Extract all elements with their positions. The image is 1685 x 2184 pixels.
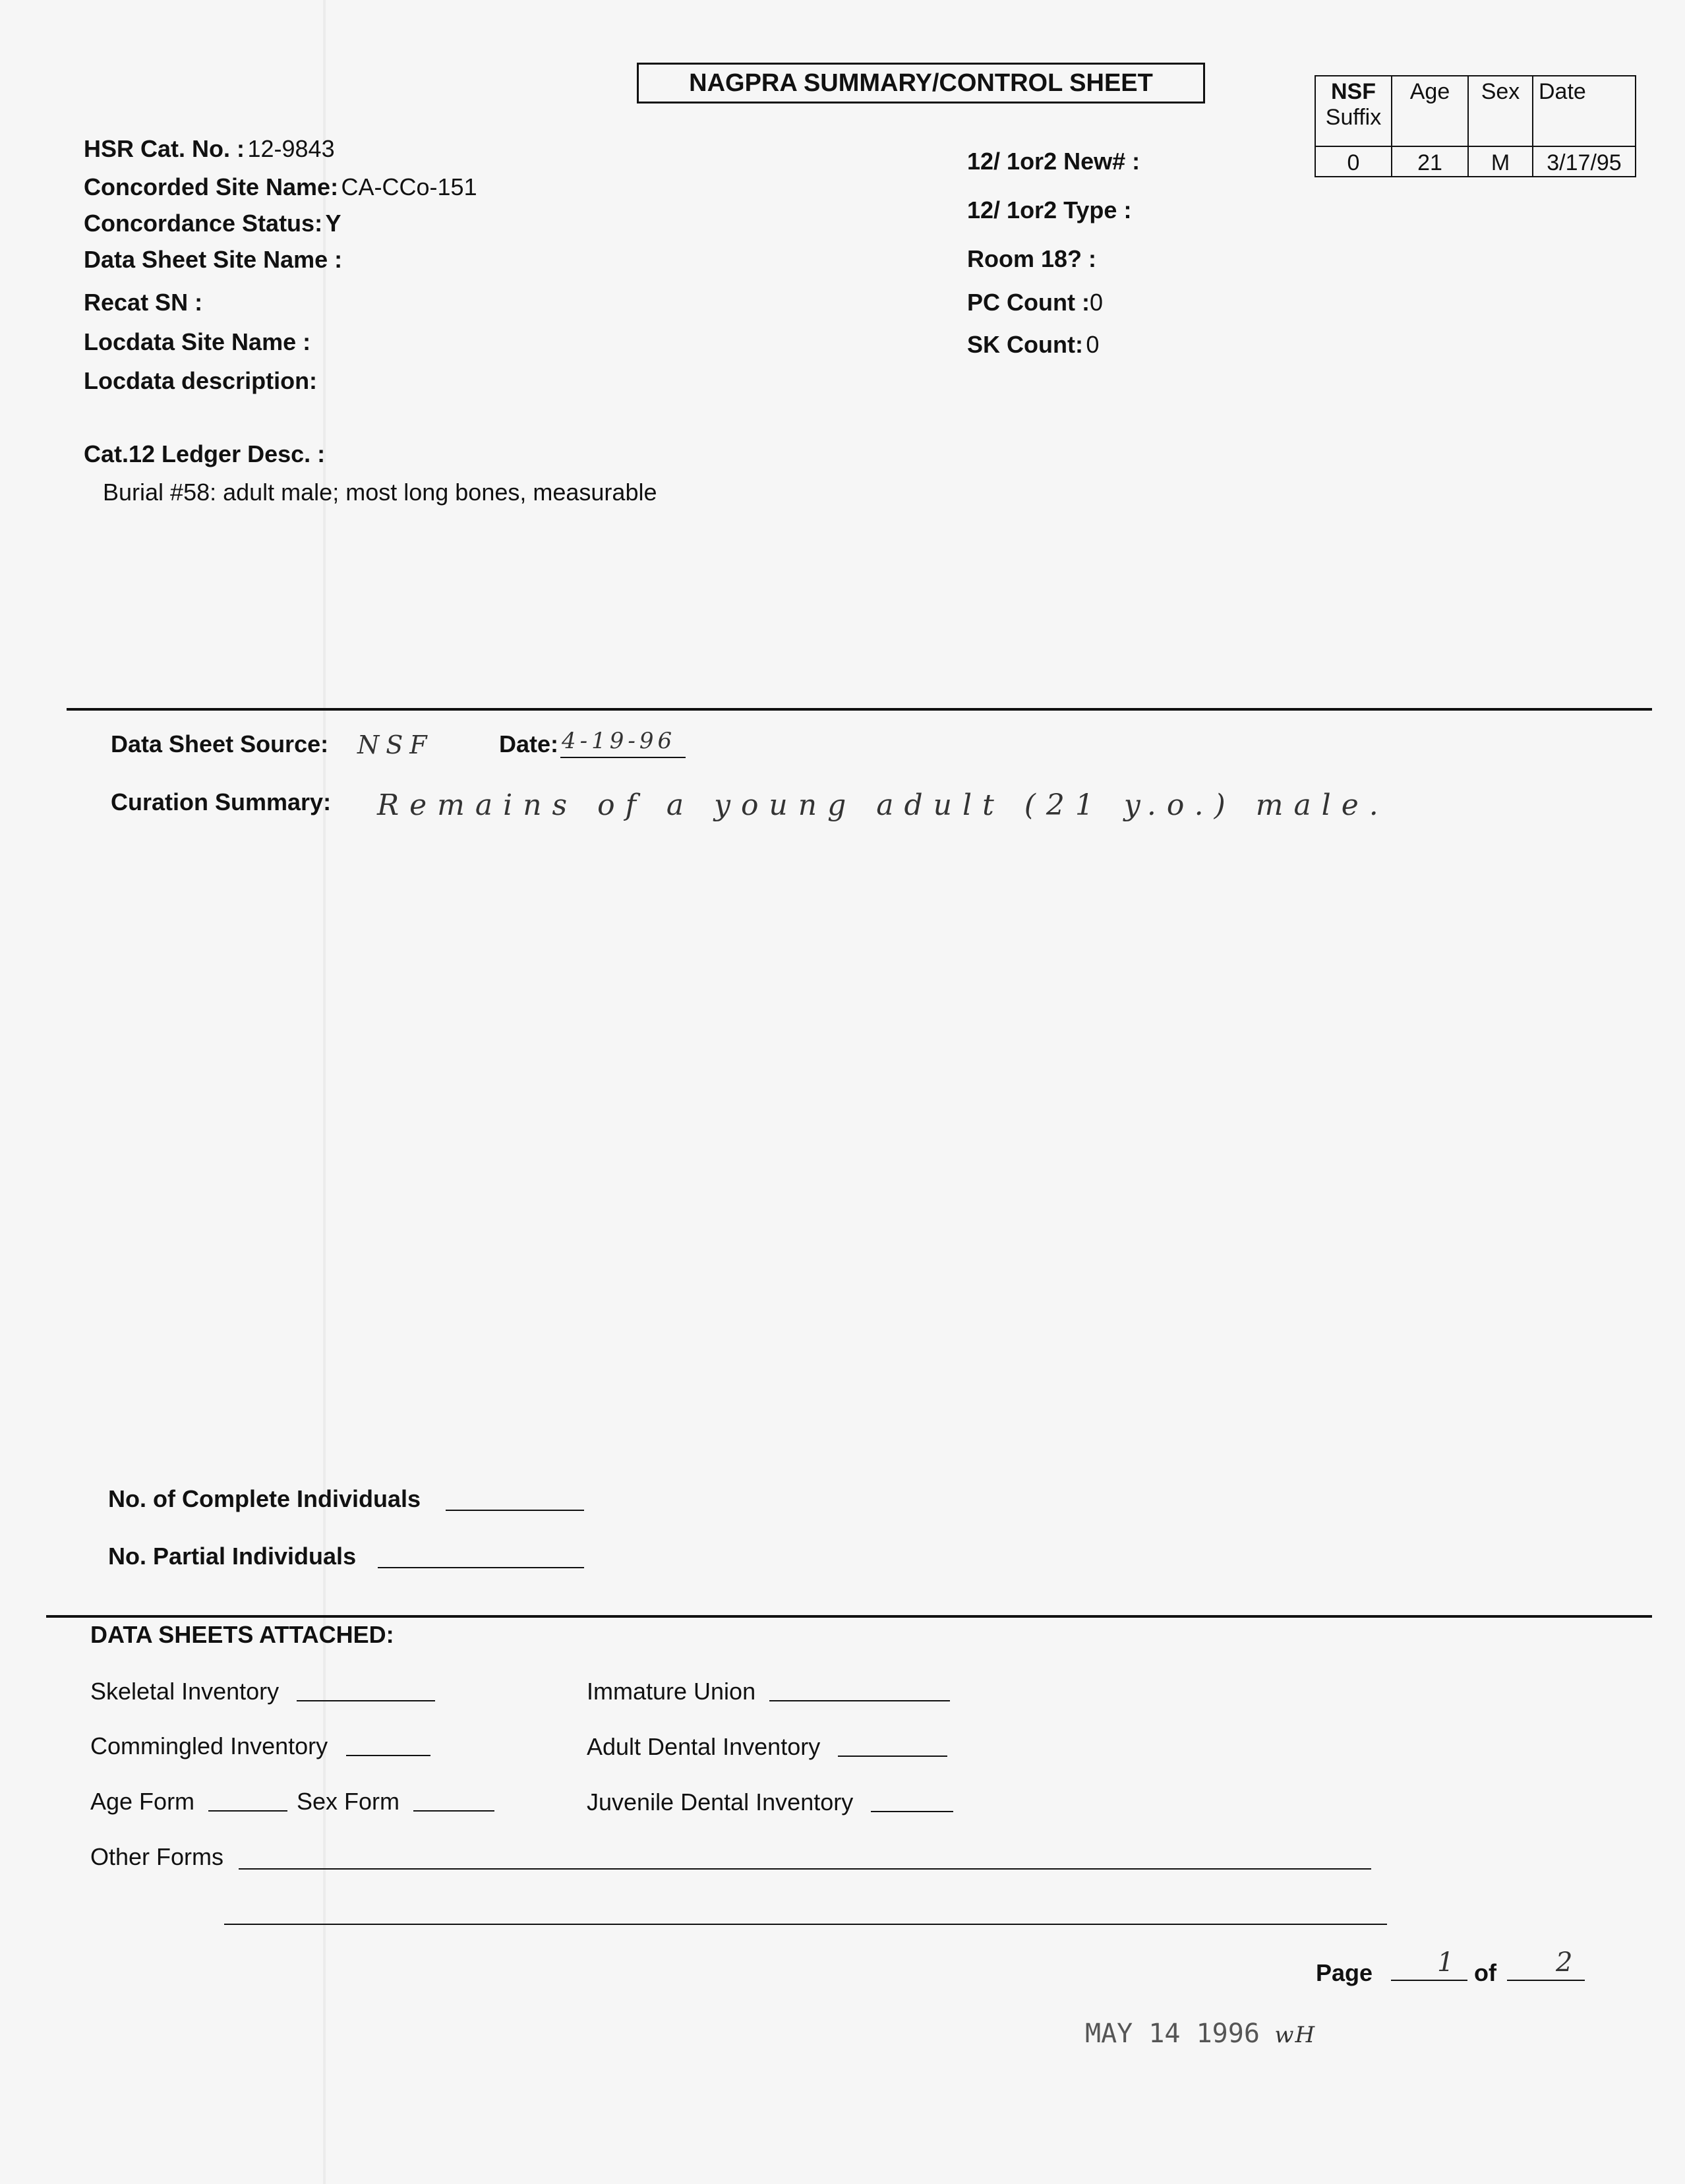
locdata-site-label: Locdata Site Name : <box>84 328 311 355</box>
date-value: 3/17/95 <box>1533 146 1636 177</box>
concordance-status-value: Y <box>325 210 341 237</box>
nsf-suffix-header-line1: NSF <box>1331 79 1376 104</box>
new-number-field <box>967 148 1140 175</box>
locdata-description-field <box>84 367 317 395</box>
skeletal-inventory-line[interactable] <box>297 1700 435 1701</box>
commingled-inventory-line[interactable] <box>346 1755 430 1756</box>
concordance-status-field <box>84 210 341 237</box>
nsf-suffix-header <box>1315 76 1392 146</box>
adult-dental-label: Adult Dental Inventory <box>587 1733 821 1760</box>
curation-summary-label: Curation Summary: <box>111 788 332 815</box>
date-handwritten: 4-19-96 <box>562 728 676 754</box>
section-divider-top <box>67 708 1652 711</box>
nsf-suffix-value: 0 <box>1315 146 1392 177</box>
partial-individuals-label: No. Partial Individuals <box>108 1543 357 1570</box>
partial-individuals-line[interactable] <box>378 1567 584 1568</box>
nsf-table-data-row <box>1315 146 1636 177</box>
age-value: 21 <box>1392 146 1468 177</box>
sex-form-label: Sex Form <box>297 1788 400 1815</box>
room-18-field <box>967 245 1096 273</box>
immature-union-line[interactable] <box>769 1700 950 1701</box>
curation-summary-handwritten: Remains of a young adult (21 y.o.) male. <box>377 788 1389 822</box>
locdata-description-label: Locdata description: <box>84 367 318 394</box>
page-number-handwritten: 1 <box>1437 1947 1454 1978</box>
new-number-label: 12/ 1or2 New# : <box>967 148 1140 175</box>
ledger-desc-text: Burial #58: adult male; most long bones, measurable <box>103 479 657 506</box>
date-header: Date <box>1533 76 1636 146</box>
recat-sn-label: Recat SN : <box>84 289 203 316</box>
type-label: 12/ 1or2 Type : <box>967 196 1132 223</box>
complete-individuals-label: No. of Complete Individuals <box>108 1485 421 1512</box>
nsf-table-header-row <box>1315 76 1636 146</box>
sk-count-label: SK Count: <box>967 331 1083 358</box>
data-sheet-source-value: NSF <box>357 730 434 759</box>
nsf-summary-table <box>1315 75 1636 177</box>
page-label: Page <box>1316 1959 1373 1986</box>
sk-count-field <box>967 331 1099 359</box>
hsr-cat-no-field <box>84 135 335 163</box>
nsf-suffix-header-line2: Suffix <box>1325 105 1382 130</box>
concorded-site-label: Concorded Site Name: <box>84 173 339 200</box>
room-18-label: Room 18? : <box>967 245 1097 272</box>
page-total-handwritten: 2 <box>1556 1947 1573 1978</box>
age-form-line[interactable] <box>208 1810 287 1812</box>
adult-dental-line[interactable] <box>838 1756 947 1757</box>
complete-individuals-line[interactable] <box>446 1510 584 1511</box>
page-number-line <box>1391 1980 1467 1981</box>
pc-count-field <box>967 289 1103 316</box>
age-header: Age <box>1392 76 1468 146</box>
date-label: Date: <box>499 730 559 757</box>
commingled-inventory-label: Commingled Inventory <box>90 1732 328 1759</box>
age-form-label: Age Form <box>90 1788 195 1815</box>
scan-fold-line <box>323 0 326 2184</box>
stamp-initials: wH <box>1274 2022 1316 2048</box>
sex-form-line[interactable] <box>413 1810 494 1812</box>
received-date-stamp <box>1085 2019 1316 2049</box>
of-label: of <box>1474 1959 1496 1986</box>
sex-header: Sex <box>1468 76 1533 146</box>
sk-count-value: 0 <box>1086 331 1100 358</box>
hsr-cat-no-label: HSR Cat. No. : <box>84 135 245 162</box>
juvenile-dental-label: Juvenile Dental Inventory <box>587 1788 854 1815</box>
other-forms-line-1[interactable] <box>239 1868 1371 1870</box>
attached-heading: DATA SHEETS ATTACHED: <box>90 1621 394 1648</box>
concordance-status-label: Concordance Status: <box>84 210 323 237</box>
pc-count-value: 0 <box>1089 289 1103 316</box>
recat-sn-field <box>84 289 202 316</box>
type-field <box>967 196 1131 224</box>
date-underline <box>560 757 686 758</box>
juvenile-dental-line[interactable] <box>871 1811 953 1812</box>
sex-value: M <box>1468 146 1533 177</box>
pc-count-label: PC Count : <box>967 289 1090 316</box>
page-total-line <box>1507 1980 1585 1981</box>
hsr-cat-no-value: 12-9843 <box>247 135 335 162</box>
immature-union-label: Immature Union <box>587 1678 756 1705</box>
stamp-date: MAY 14 1996 <box>1085 2019 1260 2049</box>
form-title: NAGPRA SUMMARY/CONTROL SHEET <box>637 63 1205 103</box>
ledger-desc-label: Cat.12 Ledger Desc. : <box>84 440 326 467</box>
skeletal-inventory-label: Skeletal Inventory <box>90 1678 280 1705</box>
data-sheet-source-label: Data Sheet Source: <box>111 730 329 757</box>
data-sheet-site-label: Data Sheet Site Name : <box>84 246 343 273</box>
locdata-site-field <box>84 328 310 356</box>
other-forms-label: Other Forms <box>90 1843 224 1870</box>
concorded-site-field <box>84 173 477 201</box>
data-sheet-site-field <box>84 246 342 274</box>
section-divider-bottom <box>46 1615 1652 1618</box>
other-forms-line-2[interactable] <box>224 1924 1387 1925</box>
concorded-site-value: CA-CCo-151 <box>341 173 477 200</box>
